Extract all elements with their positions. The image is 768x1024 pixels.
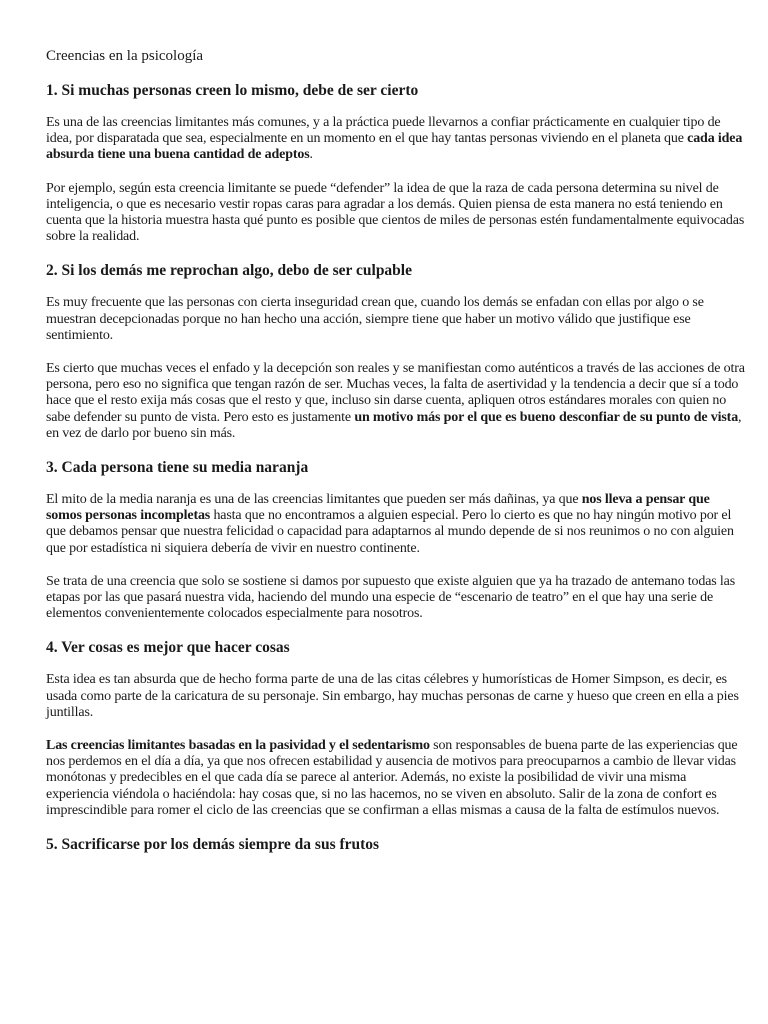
text-run: Esta idea es tan absurda que de hecho forma parte de una de las citas célebres y humorísticas de Homer Simpson, es decir, es usada como parte de la caricatura de su personaje. Sin embargo, hay muchas personas de carne y hueso que creen en ella a pies juntillas. xyxy=(46,672,739,720)
document-title: Creencias en la psicología xyxy=(46,48,204,64)
section-heading: 4. Ver cosas es mejor que hacer cosas xyxy=(46,639,290,657)
section-heading: 2. Si los demás me reprochan algo, debo de ser culpable xyxy=(46,262,412,280)
paragraph xyxy=(46,738,746,819)
paragraph xyxy=(46,361,746,442)
paragraph xyxy=(46,295,746,344)
bold-text-run: cada idea absurda tiene una buena cantidad de adeptos xyxy=(46,131,743,163)
text-run: Es una de las creencias limitantes más comunes, y a la práctica puede llevarnos a confiar prácticamente en cualquier tipo de idea, por disparatada que sea, especialmente en un momento en el que hay tantas personas viviendo en el planeta que xyxy=(46,115,721,147)
text-run: Por ejemplo, según esta creencia limitante se puede “defender” la idea de que la raza de cada persona determina su nivel de inteligencia, o que es necesario vestir ropas caras para agradar a los demás. Quien piensa de esta manera no está teniendo en cuenta que la historia muestra hasta qué punto es posible que cientos de miles de personas estén fundamentalmente equivocadas sobre la realidad. xyxy=(46,180,745,245)
section-heading: 5. Sacrificarse por los demás siempre da sus frutos xyxy=(46,836,380,854)
paragraph xyxy=(46,181,746,246)
bold-text-run: nos lleva a pensar que somos personas incompletas xyxy=(46,492,710,524)
text-run: . xyxy=(309,147,313,163)
text-run: Es cierto que muchas veces el enfado y la decepción son reales y se manifiestan como auténticos a través de las acciones de otra persona, pero eso no significa que tengan razón de ser. Muchas veces, la falta de asertividad y la tendencia a decir que sí a todo hace que el resto exija más cosas que el resto y que, incluso sin darse cuenta, apliquen otros estándares morales con quien no sabe defender su punto de vista. Pero esto es justamente xyxy=(46,361,745,425)
text-run: hasta que no encontramos a alguien especial. Pero lo cierto es que no hay ningún motivo por el que debamos pensar que nuestra felicidad o capacidad para adaptarnos al mundo depende de si nos reunimos o no con alguien que por estadística ni siquiera debería de vivir en nuestro continente. xyxy=(46,508,734,556)
paragraph xyxy=(46,115,746,164)
paragraph xyxy=(46,492,746,557)
paragraph xyxy=(46,672,746,721)
paragraph xyxy=(46,574,746,623)
text-run: , en vez de darlo por bueno sin más. xyxy=(46,409,742,441)
bold-text-run: un motivo más por el que es bueno desconfiar de su punto de vista xyxy=(354,409,739,425)
bold-text-run: Las creencias limitantes basadas en la pasividad y el sedentarismo xyxy=(46,738,430,754)
section-heading: 1. Si muchas personas creen lo mismo, debe de ser cierto xyxy=(46,82,419,99)
text-run: son responsables de buena parte de las experiencias que nos perdemos en el día a día, ya que nos ofrecen estabilidad y ausencia de motivos para preocuparnos a cambio de llevar vidas monótonas y predecibles en el que cada día se parece al anterior. Además, no existe la posibilidad de vivir una misma experiencia viéndola o haciéndola: hay cosas que, si no las hacemos, no se viven en absoluto. Salir de la zona de confort es imprescindible para romer el ciclo de las creencias que se confirman a ellas mismas a causa de la falta de estímulos nuevos. xyxy=(46,738,738,818)
text-run: El mito de la media naranja es una de las creencias limitantes que pueden ser más dañinas, ya que xyxy=(46,492,582,508)
section-heading: 3. Cada persona tiene su media naranja xyxy=(46,459,309,477)
text-run: Es muy frecuente que las personas con cierta inseguridad crean que, cuando los demás se enfadan con ellas por algo o se muestran decepcionadas porque no han hecho una acción, siempre tiene que haber un motivo válido que justifique ese sentimiento. xyxy=(46,295,704,343)
text-run: Se trata de una creencia que solo se sostiene si damos por supuesto que existe alguien que ya ha trazado de antemano todas las etapas por las que pasará nuestra vida, haciendo del mundo una especie de “escenario de teatro” en el que hay una serie de elementos convenientemente colocados especialmente para nosotros. xyxy=(46,573,736,622)
